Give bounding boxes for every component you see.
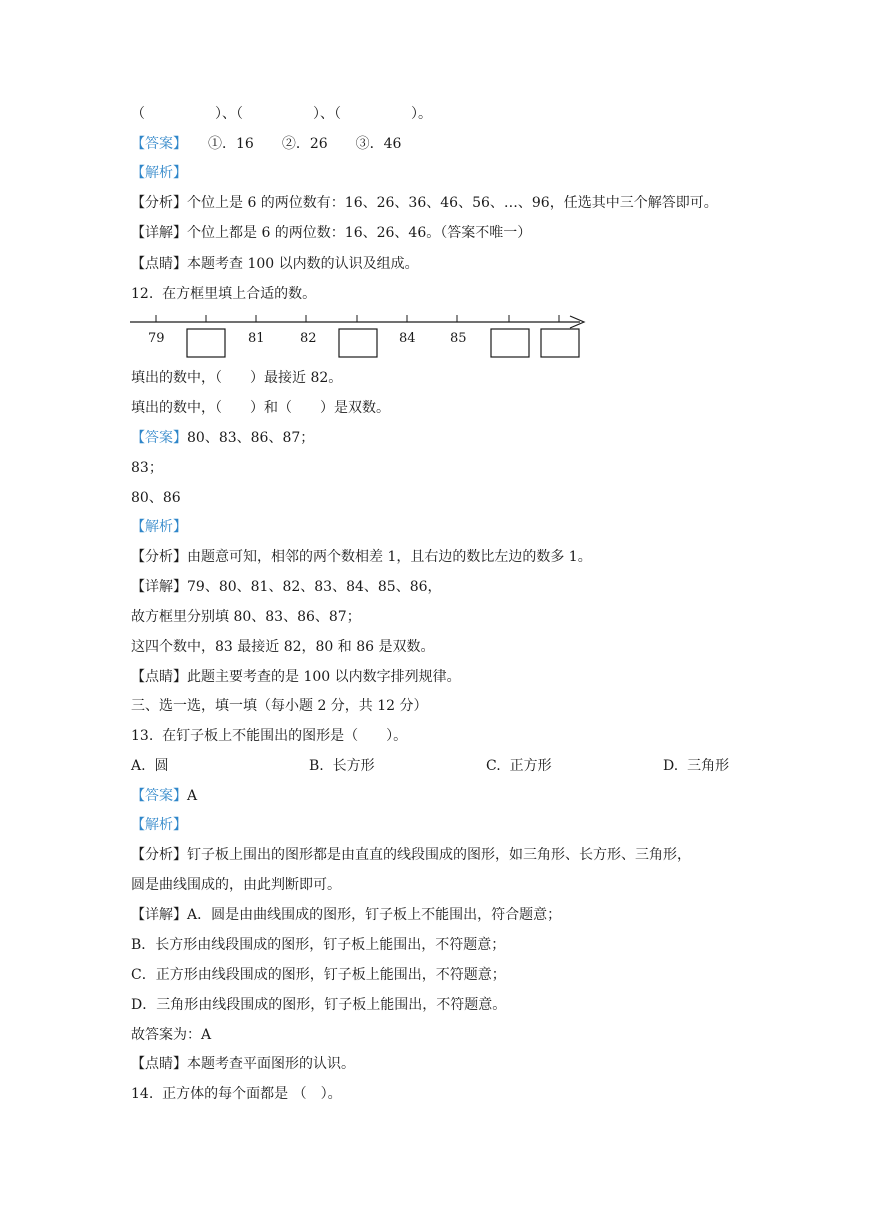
section-heading: 三、选一选，填一填（每小题 2 分，共 12 分） — [131, 698, 428, 714]
q12-dianjing: 【点睛】此题主要考查的是 100 以内数字排列规律。 — [131, 669, 461, 685]
q12-line2: 填出的数中，（ ）和（ ）是双数。 — [131, 400, 390, 416]
answer-box — [187, 329, 225, 357]
q13-option-c: C. 正方形 — [486, 758, 552, 774]
q14-title: 14. 正方体的每个面都是 （ ）。 — [131, 1086, 342, 1102]
q12-answer-row — [131, 428, 314, 448]
answer-box — [541, 329, 579, 357]
q13-b-line: B．长方形由线段围成的图形，钉子板上能围出，不符题意； — [131, 937, 506, 953]
q12-answer-line2: 83； — [131, 460, 163, 476]
number-line-label: 85 — [450, 331, 467, 346]
q13-answer-text: A — [187, 788, 198, 804]
q12-analysis-tag: 【解析】 — [131, 519, 187, 535]
q13-option-b: B. 长方形 — [309, 758, 375, 774]
q12-step1: 故方框里分别填 80、83、86、87； — [131, 609, 361, 625]
answer-box — [339, 329, 377, 357]
q13-option-d: D. 三角形 — [663, 758, 730, 774]
q11-dianjing: 【点睛】本题考查 100 以内数的认识及组成。 — [131, 256, 419, 272]
number-line-figure — [128, 310, 598, 362]
q11-fenxi: 【分析】个位上是 6 的两位数有：16、26、36、46、56、…、96，任选其中三个解答即可。 — [131, 195, 718, 211]
q13-option-a: A. 圆 — [131, 758, 169, 774]
number-line-label: 79 — [148, 331, 165, 346]
q12-step2: 这四个数中，83 最接近 82，80 和 86 是双数。 — [131, 639, 435, 655]
q13-fenxi: 【分析】钉子板上围出的图形都是由直直的线段围成的图形，如三角形、长方形、三角形， — [131, 847, 691, 863]
number-line-label: 84 — [399, 331, 416, 346]
q12-title: 12. 在方框里填上合适的数。 — [131, 286, 317, 302]
number-line-label: 81 — [248, 331, 265, 346]
answer-tag: 【答案】 — [131, 788, 187, 804]
q12-xiangjie: 【详解】79、80、81、82、83、84、85、86， — [131, 579, 442, 595]
q11-answer-row — [131, 134, 401, 154]
q12-line1: 填出的数中，（ ）最接近 82。 — [131, 370, 343, 386]
q13-title: 13. 在钉子板上不能围出的图形是（ ）。 — [131, 728, 408, 744]
q13-d-line: D．三角形由线段围成的图形，钉子板上能围出，不符题意。 — [131, 997, 507, 1013]
q12-answer-text: 80、83、86、87； — [187, 430, 315, 446]
q13-answer-row — [131, 786, 197, 806]
answer-tag: 【答案】 — [131, 136, 180, 152]
answer-box — [491, 329, 529, 357]
q13-xiangjie: 【详解】A．圆是由曲线围成的图形，钉子板上不能围出，符合题意； — [131, 907, 562, 923]
q12-answer-line3: 80、86 — [131, 490, 181, 506]
q11-blanks-line: （ ）、（ ）、（ ）。 — [131, 106, 432, 122]
q11-xiangjie: 【详解】个位上都是 6 的两位数：16、26、46。（答案不唯一） — [131, 225, 532, 241]
answer-tag: 【答案】 — [131, 430, 187, 446]
q11-answer-text: ①．16 ②．26 ③．46 — [180, 136, 402, 152]
number-line-label: 82 — [300, 331, 317, 346]
q12-fenxi: 【分析】由题意可知，相邻的两个数相差 1，且右边的数比左边的数多 1。 — [131, 549, 592, 565]
q13-dianjing: 【点睛】本题考查平面图形的认识。 — [131, 1056, 355, 1072]
q13-analysis-tag: 【解析】 — [131, 817, 187, 833]
q13-fenxi2: 圆是曲线围成的，由此判断即可。 — [131, 877, 341, 893]
q13-conclusion: 故答案为：A — [131, 1027, 212, 1043]
q13-c-line: C．正方形由线段围成的图形，钉子板上能围出，不符题意； — [131, 967, 506, 983]
q11-analysis-tag: 【解析】 — [131, 165, 187, 181]
